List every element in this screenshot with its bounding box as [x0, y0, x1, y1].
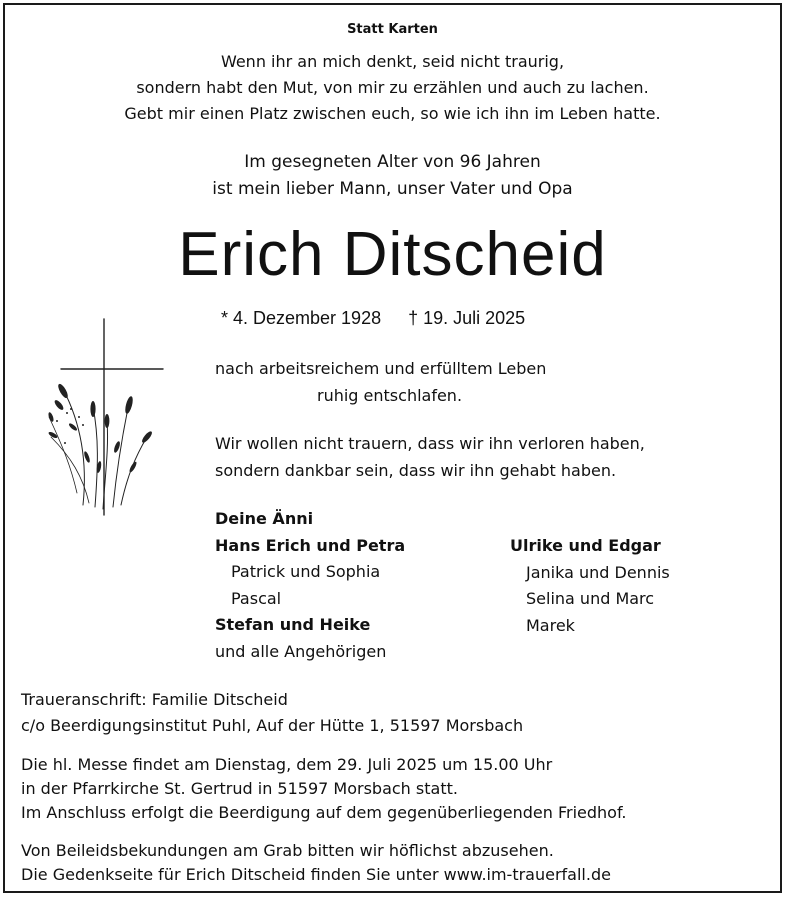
cross-with-wheat-icon [43, 317, 173, 517]
death-date: † 19. Juli 2025 [408, 308, 526, 328]
family-name: Marek [526, 615, 575, 635]
family-name: und alle Angehörigen [215, 641, 387, 661]
family-name-bold: Deine Änni [215, 509, 314, 528]
poem-line-1: Wenn ihr an mich denkt, seid nicht traurig, [220, 52, 565, 71]
family-name: Selina und Marc [526, 589, 655, 609]
intro-line-2: ist mein lieber Mann, unser Vater und Opa [212, 179, 573, 199]
closing-line-1: Von Beileidsbekundungen am Grab bitten wir höflichst abzusehen. [21, 841, 554, 860]
family-name: Patrick und Sophia [231, 562, 381, 582]
service-line-2: in der Pfarrkirche St. Gertrud in 51597 Morsbach statt. [21, 779, 458, 798]
birth-date: * 4. Dezember 1928 [221, 308, 382, 328]
statt-karten-label: Statt Karten [347, 22, 438, 37]
quote-line-2: sondern dankbar sein, dass wir ihn gehabt haben. [215, 461, 617, 480]
poem-line-2: sondern habt den Mut, von mir zu erzählen und auch zu lachen. [136, 78, 649, 97]
family-name: Pascal [231, 588, 282, 608]
family-name: Janika und Dennis [526, 562, 670, 582]
poem-line-3: Gebt mir einen Platz zwischen euch, so wie ich ihn im Leben hatte. [124, 104, 661, 123]
address-line-1: Traueranschrift: Familie Ditscheid [21, 690, 288, 709]
family-name-bold: Stefan und Heike [215, 615, 371, 635]
passing-line-2: ruhig entschlafen. [317, 386, 463, 405]
obituary-notice [3, 3, 782, 893]
family-name-bold: Hans Erich und Petra [215, 535, 406, 555]
family-name-bold: Ulrike und Edgar [510, 536, 661, 555]
closing-line-2: Die Gedenkseite für Erich Ditscheid finden Sie unter www.im-trauerfall.de [21, 865, 611, 884]
service-line-3: Im Anschluss erfolgt die Beerdigung auf dem gegenüberliegenden Friedhof. [21, 803, 627, 822]
address-line-2: c/o Beerdigungsinstitut Puhl, Auf der Hütte 1, 51597 Morsbach [21, 716, 524, 735]
service-line-1: Die hl. Messe findet am Dienstag, dem 29. Juli 2025 um 15.00 Uhr [21, 755, 553, 774]
deceased-name: Erich Ditscheid [178, 220, 607, 289]
family-list-left [215, 506, 405, 666]
family-list-right [510, 533, 670, 639]
quote-line-1: Wir wollen nicht trauern, dass wir ihn verloren haben, [215, 434, 645, 453]
life-dates [221, 308, 525, 329]
intro-line-1: Im gesegneten Alter von 96 Jahren [244, 152, 541, 172]
passing-line-1: nach arbeitsreichem und erfülltem Leben [215, 359, 547, 378]
